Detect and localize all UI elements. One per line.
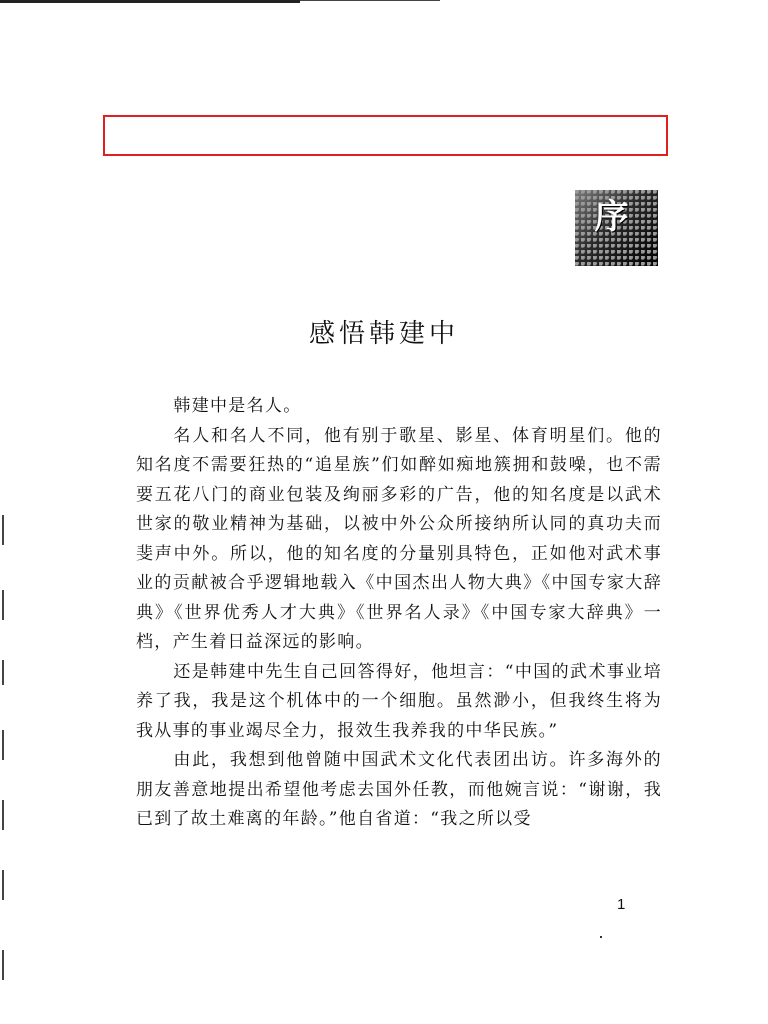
- body-text: [136, 392, 662, 835]
- document-title: 感悟韩建中: [308, 319, 459, 349]
- scan-speck: [600, 936, 602, 938]
- scan-edge-mark: [2, 730, 4, 760]
- scan-edge-mark: [2, 950, 4, 980]
- scan-edge-mark: [2, 800, 4, 830]
- scan-edge-mark: [2, 870, 4, 900]
- page-number: 1: [617, 896, 626, 913]
- paragraph: 还是韩建中先生自己回答得好，他坦言：“中国的武术事业培养了我，我是这个机体中的一个细胞。虽然渺小，但我终生将为我从事的事业竭尽全力，报效生我养我的中华民族。”: [136, 661, 662, 741]
- preface-badge: [575, 190, 658, 266]
- highlight-box: [103, 115, 668, 156]
- scan-edge-mark: [2, 660, 4, 685]
- top-edge-rule-thin: [300, 0, 440, 1]
- preface-char: 序: [594, 196, 629, 237]
- paragraph: 由此，我想到他曾随中国武术文化代表团出访。许多海外的朋友善意地提出希望他考虑去国外任教，而他婉言说：“谢谢，我已到了故土难离的年龄。”他自省道：“我之所以受: [136, 750, 662, 829]
- paragraph: 韩建中是名人。: [173, 396, 302, 416]
- paragraph: 名人和名人不同，他有别于歌星、影星、体育明星们。他的知名度不需要狂热的“追星族”们如醉如痴地簇拥和鼓噪，也不需要五花八门的商业包装及绚丽多彩的广告，他的知名度是以武术世家的敬业精神为基础，以被中外公众所接纳所认同的真功夫而斐声中外。所以，他的知名度的分量别具特色，正如他对武术事业的贡献被合乎逻辑地载入《中国杰出人物大典》《中国专家大辞典》《世界优秀人才大典》《世界名人录》《中国专家大辞典》一档，产生着日益深远的影响。: [136, 425, 662, 652]
- top-edge-rule: [0, 0, 300, 3]
- scan-edge-mark: [2, 515, 4, 545]
- scan-edge-mark: [2, 590, 4, 620]
